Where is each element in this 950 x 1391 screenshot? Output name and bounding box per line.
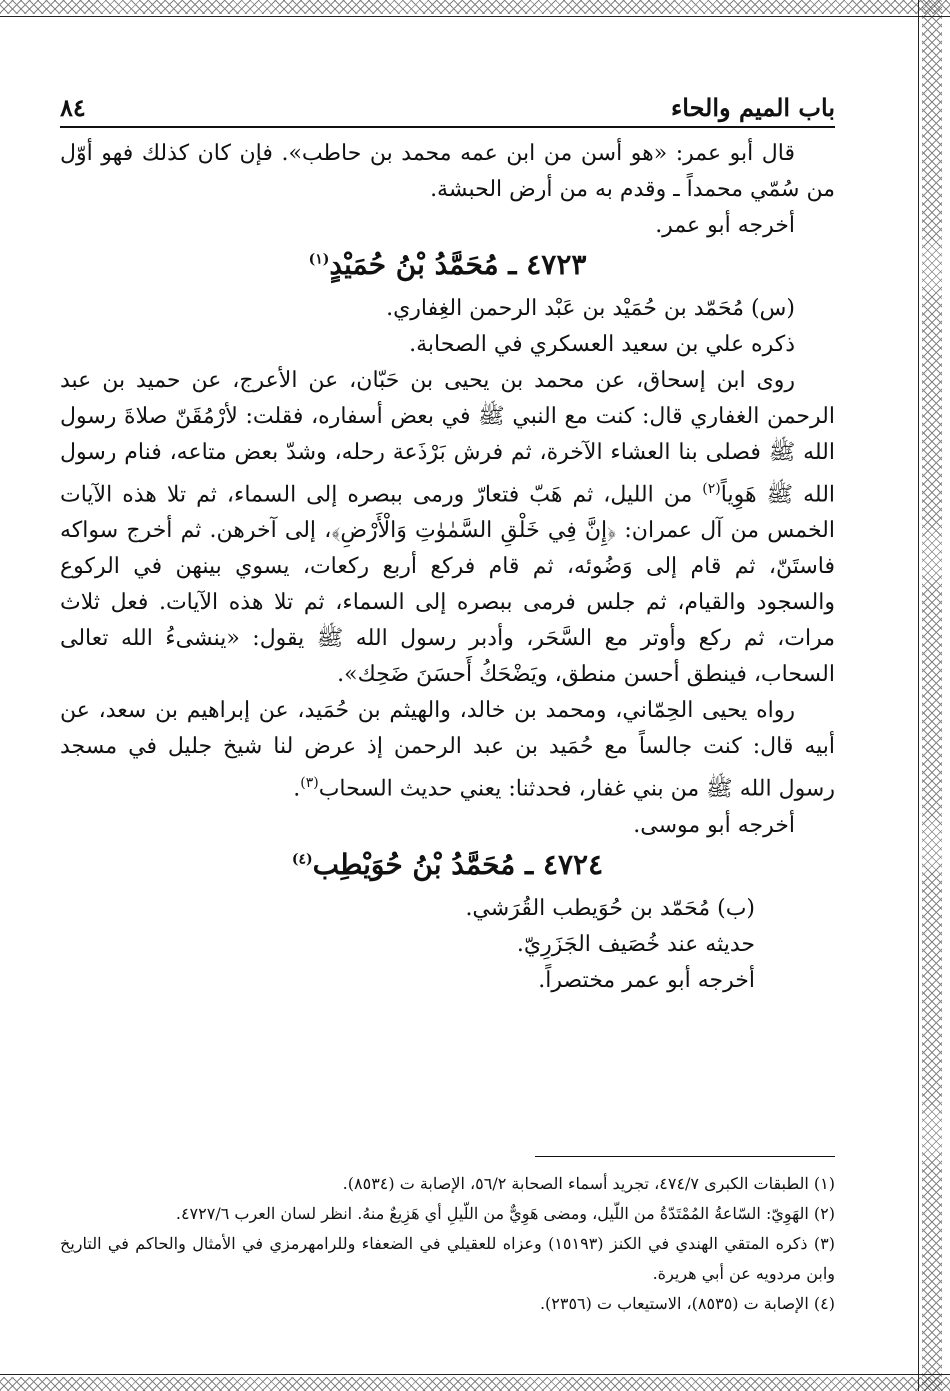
- bottom-border-line: [0, 1374, 950, 1375]
- entry-title-4723: [60, 248, 835, 281]
- paragraph-10: أخرجه أبو عمر مختصراً.: [538, 967, 755, 993]
- paragraph-9: حديثه عند خُصَيف الجَزَرِيّ.: [516, 931, 755, 957]
- paragraph-2: أخرجه أبو عمر.: [655, 213, 795, 238]
- top-border-line: [0, 16, 950, 17]
- paragraph-6-text: رواه يحيى الحِمّاني، ومحمد بن خالد، والهيثم بن حُمَيد، عن إبراهيم بن سعد، عن أبيه قال: كنت جالساً مع حُمَيد بن عبد الرحمن إذ عرض لنا شيخ جليل في مسجد رسول الله ﷺ من بني غفار، فحدثنا: يعني حديث السحاب: [60, 698, 835, 802]
- paragraph-3: (س) مُحَمّد بن حُمَيْد بن عَبْد الرحمن الغِفاري.: [386, 296, 795, 321]
- footnote-ref-1: (١): [308, 251, 330, 268]
- page-content: [60, 136, 835, 999]
- footnote-divider: [535, 1156, 835, 1157]
- footnote-ref-4: (٤): [291, 851, 313, 868]
- entry-title-4724-text: ٤٧٢٤ ـ مُحَمَّدُ بْنُ حُوَيْطِب: [312, 847, 604, 881]
- top-ornamental-border: [0, 0, 950, 14]
- right-ornamental-border: [922, 0, 942, 1391]
- right-border-line: [918, 0, 919, 1391]
- footnote-3: (٣) ذكره المتقي الهندي في الكنز (١٥١٩٣) وعزاه للعقيلي في الضعفاء وللرامهرمزي في الأمثال والحاكم في التاريخ وابن مردويه عن أبي هريرة.: [60, 1234, 835, 1283]
- paragraph-5: [60, 363, 835, 693]
- paragraph-4: ذكره علي بن سعيد العسكري في الصحابة.: [409, 332, 795, 357]
- paragraph-5-tail: من الليل، ثم هَبّ فتعارّ ورمى ببصره إلى السماء، ثم تلا هذه الآيات الخمس من آل عمران: ﴿إِنَّ فِي خَلْقِ السَّمٰوٰتِ وَالْأَرْضِ﴾، إلى آخرهن. ثم أخرج سواكه فاستَنّ، ثم قام إلى وَضُوئه، ثم قام فركع أربع ركعات، يسوي بينهن في الركوع والسجود والقيام، ثم جلس فرمى ببصره إلى السماء، ثم تلا هذه الآيات. فعل ثلاث مرات، ثم ركع وأوتر مع السَّحَر، وأدبر رسول الله ﷺ يقول: «ينشىءُ الله تعالى السحاب، فينطق أحسن منطق، ويَضْحَكُ أَحسَنَ ضَحِك».: [60, 482, 835, 688]
- footnote-ref-3: (٣): [300, 775, 319, 792]
- footnote-4: (٤) الإصابة ت (٨٥٣٥)، الاستيعاب ت (٢٣٥٦).: [539, 1294, 835, 1313]
- bottom-ornamental-border: [0, 1377, 950, 1391]
- paragraph-1: قال أبو عمر: «هو أسن من ابن عمه محمد بن حاطب». فإن كان كذلك فهو أوّل من سُمّي محمداً ـ وقدم به من أرض الحبشة.: [60, 141, 835, 202]
- footnote-2: (٢) الهَوِيّ: السّاعةُ المُمْتَدّةُ من اللّيل، ومضى هَوِيٌّ من اللّيلِ أي هَزِيعٌ منهُ. انظر لسان العرب ٤٧٢٧/٦.: [175, 1204, 835, 1223]
- entry-title-4723-text: ٤٧٢٣ ـ مُحَمَّدُ بْنُ حُمَيْدٍ: [329, 248, 587, 281]
- book-page: [60, 70, 835, 1360]
- page-number: ٨٤: [60, 93, 86, 122]
- paragraph-7: أخرجه أبو موسى.: [633, 812, 795, 838]
- footnotes-section: [60, 1156, 835, 1319]
- page-header: [60, 88, 835, 128]
- footnote-ref-2: (٢): [702, 481, 721, 497]
- paragraph-8: (ب) مُحَمّد بن حُوَيطب القُرَشي.: [465, 895, 755, 921]
- chapter-title: باب الميم والحاء: [670, 93, 835, 122]
- entry-title-4724: [60, 848, 835, 881]
- paragraph-5-text: روى ابن إسحاق، عن محمد بن يحيى بن حَبّان، عن الأعرج، عن حميد بن عبد الرحمن الغفاري قال: كنت مع النبي ﷺ في بعض أسفاره، فقلت: لأرْمُقَنّ صلاةَ رسول الله ﷺ فصلى بنا العشاء الآخرة، ثم فرش بَرْذَعة رحله، وشدّ بعض متاعه، فنام رسول الله ﷺ هَوِياً: [60, 368, 836, 508]
- paragraph-6: رواه يحيى الحِمّاني، ومحمد بن خالد، والهيثم بن حُمَيد، عن إبراهيم بن سعد، عن أبيه قال: كنت جالساً مع حُمَيد بن عبد الرحمن إذ عرض لنا شيخ جليل في مسجد رسول الله ﷺ من بني غفار، فحدثنا: يعني حديث السحاب$^{(٣)}$.: [60, 698, 835, 802]
- footnote-1: (١) الطبقات الكبرى ٤٧٤/٧، تجريد أسماء الصحابة ٥٦/٢، الإصابة ت (٨٥٣٤).: [342, 1174, 835, 1193]
